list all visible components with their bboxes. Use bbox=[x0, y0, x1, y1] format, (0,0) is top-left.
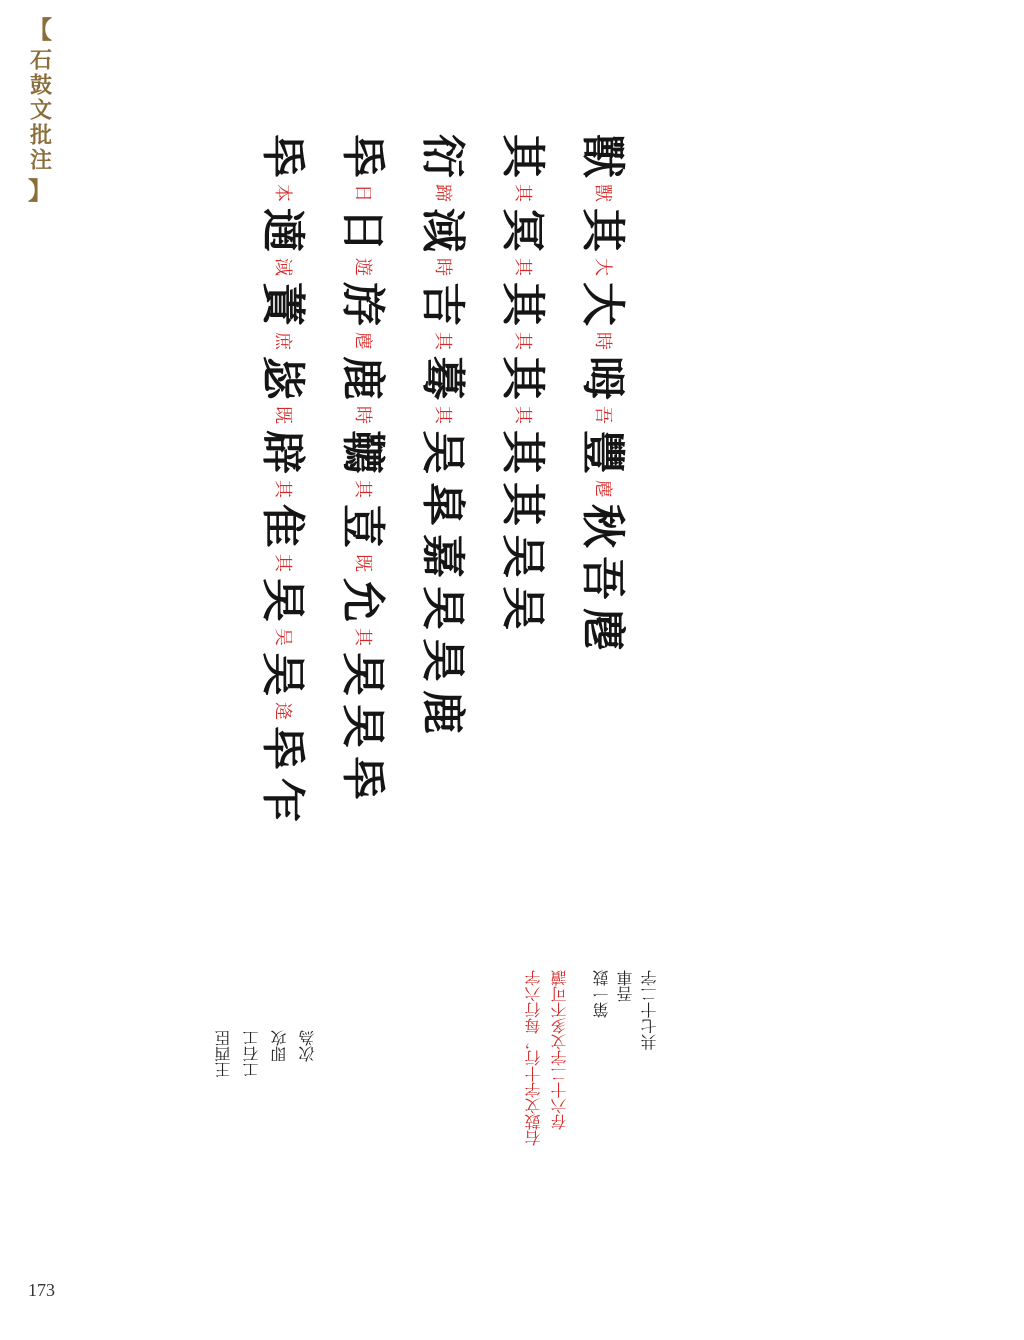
red-gloss: 其 bbox=[272, 480, 293, 498]
red-gloss: 其 bbox=[352, 628, 373, 646]
seal-glyph: 豐 bbox=[577, 430, 628, 474]
seal-glyph: 昊 bbox=[417, 638, 468, 682]
red-gloss: 其 bbox=[512, 258, 533, 276]
seal-glyph: 氒 bbox=[337, 756, 388, 800]
seal-glyph: 其 bbox=[577, 208, 628, 252]
seal-glyph: 鹿 bbox=[417, 690, 468, 734]
red-gloss: 獸 bbox=[592, 184, 613, 202]
seal-glyph: 吴 bbox=[257, 652, 308, 696]
note-right-black-2: 吾車 bbox=[616, 970, 635, 1002]
seal-glyph: 皐 bbox=[417, 482, 468, 526]
seal-glyph: 氒 bbox=[257, 134, 308, 178]
red-gloss: 庶 bbox=[272, 332, 293, 350]
glyph-column-3 bbox=[417, 130, 468, 738]
red-gloss: 蹄 bbox=[432, 184, 453, 202]
red-gloss: 其 bbox=[512, 332, 533, 350]
red-gloss: 其 bbox=[512, 406, 533, 424]
seal-glyph: 鹿 bbox=[337, 356, 388, 400]
seal-glyph: 斿 bbox=[337, 282, 388, 326]
glyph-column-2 bbox=[337, 130, 388, 804]
red-gloss: 逄 bbox=[272, 702, 293, 720]
seal-glyph: 氒 bbox=[337, 134, 388, 178]
seal-glyph: 氒 bbox=[257, 726, 308, 770]
red-gloss: 其 bbox=[432, 332, 453, 350]
section-title: 石鼓文批注 bbox=[26, 48, 53, 173]
seal-glyph: 吴 bbox=[417, 430, 468, 474]
seal-glyph: 嘉 bbox=[417, 534, 468, 578]
seal-glyph: 冥 bbox=[497, 208, 548, 252]
seal-glyph: 麀 bbox=[577, 608, 628, 652]
glyph-column-4 bbox=[497, 130, 548, 634]
seal-glyph: 秋 bbox=[577, 504, 628, 548]
page-number: 173 bbox=[28, 1280, 55, 1300]
red-gloss: 麀 bbox=[352, 332, 373, 350]
note-right-black-3: 共七十二字 bbox=[640, 970, 659, 1050]
seal-glyph: 辟 bbox=[257, 430, 308, 474]
red-gloss: 本 bbox=[272, 184, 293, 202]
seal-glyph: 其 bbox=[497, 134, 548, 178]
seal-glyph: 衍 bbox=[417, 134, 468, 178]
seal-glyph: 遖 bbox=[257, 208, 308, 252]
red-gloss: 吴 bbox=[272, 628, 293, 646]
red-gloss: 遊 bbox=[352, 258, 373, 276]
red-gloss: 時 bbox=[592, 332, 613, 350]
seal-glyph: 旲 bbox=[257, 578, 308, 622]
section-label bbox=[22, 15, 58, 205]
red-gloss: 既 bbox=[272, 406, 293, 424]
seal-glyph: 蓦 bbox=[417, 356, 468, 400]
seal-glyph: 吉 bbox=[417, 282, 468, 326]
red-gloss: 其 bbox=[272, 554, 293, 572]
seal-glyph: 旲 bbox=[337, 704, 388, 748]
seal-glyph: 吾 bbox=[577, 556, 628, 600]
seal-glyph: 旲 bbox=[337, 652, 388, 696]
seal-glyph: 其 bbox=[497, 282, 548, 326]
seal-glyph: 吴 bbox=[497, 586, 548, 630]
seal-glyph: 允 bbox=[337, 578, 388, 622]
section-label-open: 【 bbox=[28, 15, 52, 44]
seal-glyph: 獸 bbox=[577, 134, 628, 178]
red-gloss: 時 bbox=[352, 406, 373, 424]
red-gloss: 吾 bbox=[592, 406, 613, 424]
note-right-red-2: 存六十二字文多不可讀 bbox=[550, 970, 569, 1130]
note-bottom-left-2: 工石工 bbox=[242, 1030, 261, 1078]
seal-glyph: 大 bbox=[577, 282, 628, 326]
red-gloss: 其 bbox=[512, 184, 533, 202]
seal-glyph: 壴 bbox=[337, 504, 388, 548]
seal-glyph: 淢 bbox=[417, 208, 468, 252]
seal-glyph: 蔶 bbox=[257, 282, 308, 326]
seal-glyph: 吴 bbox=[497, 534, 548, 578]
red-gloss: 大 bbox=[592, 258, 613, 276]
note-bottom-left-3: 即攻 bbox=[270, 1030, 289, 1062]
red-gloss: 淢 bbox=[272, 258, 293, 276]
red-gloss: 既 bbox=[352, 554, 373, 572]
note-right-red-1: 右鼓文字十行，每行六字 bbox=[524, 970, 543, 1146]
seal-glyph: 呣 bbox=[577, 356, 628, 400]
seal-glyph: 隹 bbox=[257, 504, 308, 548]
note-bottom-left-1: 王西臣 bbox=[214, 1030, 233, 1078]
glyph-column-1 bbox=[257, 130, 308, 826]
seal-glyph: 韀 bbox=[337, 430, 388, 474]
seal-glyph: 日 bbox=[337, 208, 388, 252]
section-label-close: 】 bbox=[28, 176, 52, 205]
seal-glyph: 旲 bbox=[417, 586, 468, 630]
seal-glyph: 其 bbox=[497, 482, 548, 526]
seal-glyph: 乍 bbox=[257, 778, 308, 822]
red-gloss: 其 bbox=[352, 480, 373, 498]
note-right-black-1: 第一鼓 bbox=[592, 970, 611, 1018]
seal-glyph: 毖 bbox=[257, 356, 308, 400]
glyph-column-5 bbox=[577, 130, 628, 656]
note-bottom-left-4: 次為 bbox=[298, 1030, 317, 1062]
seal-glyph: 其 bbox=[497, 430, 548, 474]
red-gloss: 麀 bbox=[592, 480, 613, 498]
manuscript-area bbox=[120, 110, 1000, 1250]
red-gloss: 日 bbox=[352, 184, 373, 202]
red-gloss: 時 bbox=[432, 258, 453, 276]
seal-glyph: 其 bbox=[497, 356, 548, 400]
red-gloss: 其 bbox=[432, 406, 453, 424]
